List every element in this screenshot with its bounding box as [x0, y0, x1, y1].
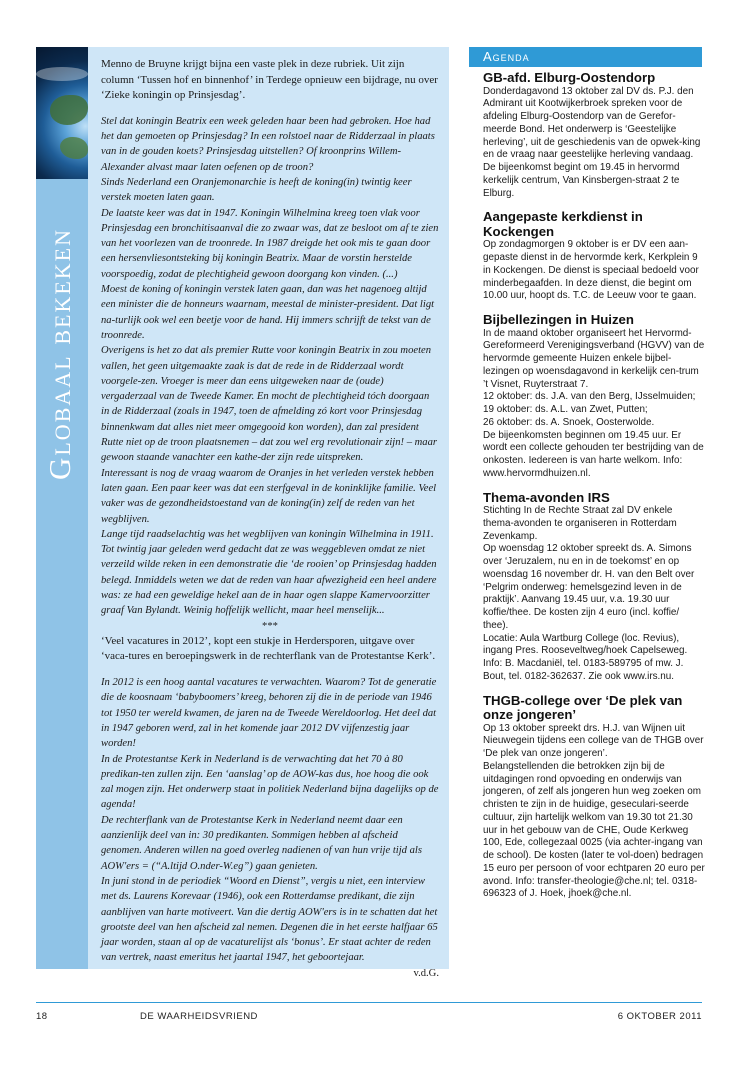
article-paragraph: De rechterflank van de Protestantse Kerk in Nederland neemt daar een aanzienlijk deel van in: 30 predikanten. Sommigen hebben al afscheid genomen. Anderen willen na goed overleg nadienen of van hun vrije tijd als AOW'ers = (“A.ltijd O.nder-W.eg”) gaan genieten.	[101, 814, 422, 872]
agenda-item	[483, 71, 705, 200]
agenda-item-title: Aangepaste kerkdienst in Kockengen	[483, 209, 643, 239]
publication-name: DE WAARHEIDSVRIEND	[140, 1011, 258, 1022]
article-paragraph: Stel dat koningin Beatrix een week geleden haar been had gebroken. Hoe had het dan gemoeten op Prinsjesdag? In een rolstoel naar de Ridderzaal in plaats van in de gouden koets? Prinsjesdag uitstellen? Of kroonprins Willem-Alexander alvast maar laten oefenen op de troon?	[101, 115, 435, 173]
agenda-item	[483, 313, 705, 481]
agenda-item	[483, 210, 705, 303]
page-number: 18	[36, 1011, 48, 1022]
footer-rule	[36, 1002, 702, 1003]
agenda-item-text: Op woensdag 12 oktober spreekt ds. A. Simons over ‘Jeruzalem, nu en in de toekomst’ en op woensdag 16 november dr. H. van den Belt over ‘Pelgrim onderweg: hemelsgezind leven in de praktijk’. Aanvang 19.45 uur, v.a. 19.30 uur koffie/thee. De kosten zijn 4 euro (incl. koffie/ thee).	[483, 543, 695, 631]
agenda-item-text: Op 13 oktober spreekt drs. H.J. van Wijnen uit Nieuwegein tijdens een college van de THGB over ‘De plek van onze jongeren’.	[483, 722, 704, 759]
article-intro-2: ‘Veel vacatures in 2012’, kopt een stukje in Herdersporen, uitgave over ‘vaca-tures en beroepingswerk in de rechterflank van de Protestantse Kerk’.	[101, 634, 436, 663]
agenda-header: Agenda	[469, 47, 702, 67]
agenda-item-title: Bijbellezingen in Huizen	[483, 312, 634, 327]
agenda-item	[483, 491, 705, 684]
section-divider: ***	[262, 620, 278, 632]
article-intro: Menno de Bruyne krijgt bijna een vaste plek in deze rubriek. Uit zijn column ‘Tussen hof en binnenhof’ in Terdege opnieuw een bijdrage, nu over ‘Zieke koningin op Prinsjesdag’.	[101, 58, 438, 102]
globe-image	[36, 47, 88, 179]
agenda-item-title: THGB-college over ‘De plek van onze jongeren’	[483, 692, 683, 722]
agenda-item-text: 26 oktober: ds. A. Snoek, Oosterwolde.	[483, 416, 655, 428]
article-paragraph: De laatste keer was dat in 1947. Koningin Wilhelmina kreeg toen vlak voor Prinsjesdag een bronchitisaanval die zo zwaar was, dat ze besloot om af te zien van het voorlezen van de troonrede. In 1987 dreigde het ook mis te gaan door een hersenvliesontsteking bij koningin Beatrix. Maar de vorstin herstelde voorspoedig, zodat de plechtigheid gewoon doorgang kon vinden. (...)	[101, 207, 439, 280]
agenda-item-text: Op zondagmorgen 9 oktober is er DV een aan-gepaste dienst in de hervormde kerk, Kerkplein 9 in Kockengen. De dienst is speciaal bedoeld voor minderbegaafden. In deze dienst, die begint om 10.00 uur, hoopt ds. T.C. de Leeuw voor te gaan.	[483, 239, 699, 302]
agenda-item-title: Thema-avonden IRS	[483, 489, 610, 505]
agenda-item-text: Stichting In de Rechte Straat zal DV enkele thema-avonden te organiseren in Rotterdam Zevenkamp.	[483, 505, 677, 542]
agenda-item	[483, 694, 705, 902]
agenda-item-text: De bijeenkomsten beginnen om 19.45 uur. Er wordt een collecte gehouden ter bestrijding van de onkosten. Iedereen is van harte welkom. Info: www.hervormdhuizen.nl.	[483, 429, 704, 479]
agenda-item-text: 12 oktober: ds. J.A. van den Berg, IJsselmuiden;	[483, 391, 696, 403]
article-panel	[88, 47, 449, 979]
signature: v.d.G.	[413, 967, 439, 979]
article-paragraph: In juni stond in de periodiek “Woord en Dienst”, vergis u niet, een interview met ds. Laurens Korevaar (1946), ook een Rotterdamse predikant, die zijn aanblijven van harte motiveert. Van die dertig AOW'ers is in te schatten dat het grootste deel van hen afscheid zal nemen. Degenen die in het eerste halfjaar 65 jaar worden, staan al op de vacaturelijst als ‘bonus’. Er staat achter de reden van vertrek, naast emeritus het jaartal 1947, het geboortejaar.	[101, 875, 438, 964]
article-paragraph: Overigens is het zo dat als premier Rutte voor koningin Beatrix in zou moeten vallen, het geen uitgemaakte zaak is dat de rede in de Ridderzaal wordt voorgele-zen. Vroeger is meer dan eens uitgeweken naar de (oude) vergaderzaal van de Tweede Kamer. En mocht de plechtigheid tóch doorgaan in de Ridderzaal (zoals in 1947, toen de afmelding zó kort voor Prinsjesdag binnenkwam dat alles niet meer omgegooid kon worden), dan zal president Rutte niet op de troon plaatsnemen – dat zou wel erg revolutionair zijn! – maar gewoon staande vanachter een kathe-der zijn rede uitspreken.	[101, 345, 438, 464]
agenda-item-title: GB-afd. Elburg-Oostendorp	[483, 70, 656, 85]
article-paragraph: In de Protestantse Kerk in Nederland is de verwachting dat het 70 à 80 predikan-ten zullen zijn. Een ‘aanslag’ op de AOW-kas dus, hoe hoog die ook zal mogen zijn. Het onderwerp staat in politiek Nederland bijna dagelijks op de agenda!	[101, 753, 439, 811]
article-paragraph: Lange tijd raadselachtig was het wegblijven van koningin Wilhelmina in 1911. Tot twintig jaar geleden werd gedacht dat ze was weggebleven omdat ze niet verzeild wilde reken in een demonstratie die ‘de rooien’ op Prinsjesdag hadden belegd. Inmiddels weten we dat de reden van haar afwezigheid een heel andere was: ze had een geweldige hekel aan de in haar ogen slappe Kamervoorzitter graaf Van Bylandt. Weinig hoffelijk wellicht, maar heel menselijk...	[101, 528, 437, 617]
article-paragraph: Sinds Nederland een Oranjemonarchie is heeft de koning(in) twintig keer verstek moeten laten gaan.	[101, 176, 412, 204]
agenda-item-text: Locatie: Aula Wartburg College (loc. Revius), ingang Pres. Rooseveltweg/hoek Capelseweg. Info: B. Macdaniël, tel. 0183-589795 of mw. J. Bout, tel. 0182-362637. Zie ook www.irs.nu.	[483, 632, 688, 682]
agenda-list	[483, 71, 705, 911]
agenda-item-text: Donderdagavond 13 oktober zal DV ds. P.J. den Admirant uit Kootwijkerbroek spreken voor de afdeling Elburg-Oostendorp van de Gerefor-meerde Bond. Het onderwerp is ‘Geestelijke herleving’, uit de geschiedenis van de opwek-king en de vraag naar geestelijke herleving vandaag. De bijeenkomst begint om 19.45 in hervormd kerkelijk centrum, Van Kinsbergen-straat 2 te Elburg.	[483, 85, 701, 199]
issue-date: 6 OKTOBER 2011	[617, 1011, 702, 1022]
article-paragraph: In 2012 is een hoog aantal vacatures te verwachten. Waarom? Tot de generatie die de koosnaam ‘babyboomers’ kreeg, behoren zij die in de periode van 1946 tot 1950 ter wereld kwamen, de jaren na de Tweede Wereldoorlog. Het deel dat in 1947 geboren werd, zal in het komende jaar 2012 DV vijfenzestig jaar worden!	[101, 677, 437, 750]
section-title: Globaal bekeken	[42, 228, 77, 481]
agenda-item-text: In de maand oktober organiseert het Hervormd-Gereformeerd Verenigingsverband (HGVV) van de hervormde gemeente Huizen enkele bijbel-lezingen op woensdagavond in kerkelijk cen-trum ’t Visnet, Ruyterstraat 7.	[483, 327, 705, 390]
article-paragraph: Moest de koning of koningin verstek laten gaan, dan was het nagenoeg altijd een minister die de honneurs waarnam, meestal de minister-president. Dat ligt na-turlijk ook wel een beetje voor de hand. Hij immers schrijft de tekst van de troonrede.	[101, 284, 435, 341]
agenda-item-text: 19 oktober: ds. A.L. van Zwet, Putten;	[483, 404, 648, 415]
agenda-item-text: Belangstellenden die betrokken zijn bij de uitdagingen rond opvoeding en onderwijs van jongeren, of zelf als jongeren hun weg zoeken om christen te zijn in de huidige, geseculari-seerde cultuur, zijn hartelijk welkom van 19.30 tot 21.30 uur in het gebouw van de CHE, Oude Kerkweg 100, Ede, collegezaal 0025 (via achter-ingang van de school). De kosten (later te vol-doen) bedragen 15 euro per persoon of voor echtparen 20 euro per avond. Info: transfer-theologie@che.nl; tel. 0318-696323 of J. Hoek, jhoek@che.nl.	[483, 760, 705, 900]
article-paragraph: Interessant is nog de vraag waarom de Oranjes in het verleden verstek hebben laten gaan. Een paar keer was dat een sterfgeval in de koninklijke familie. Veel vaker was de gezondheidstoestand van de koning(in) zelf de reden van het wegblijven.	[101, 467, 437, 525]
